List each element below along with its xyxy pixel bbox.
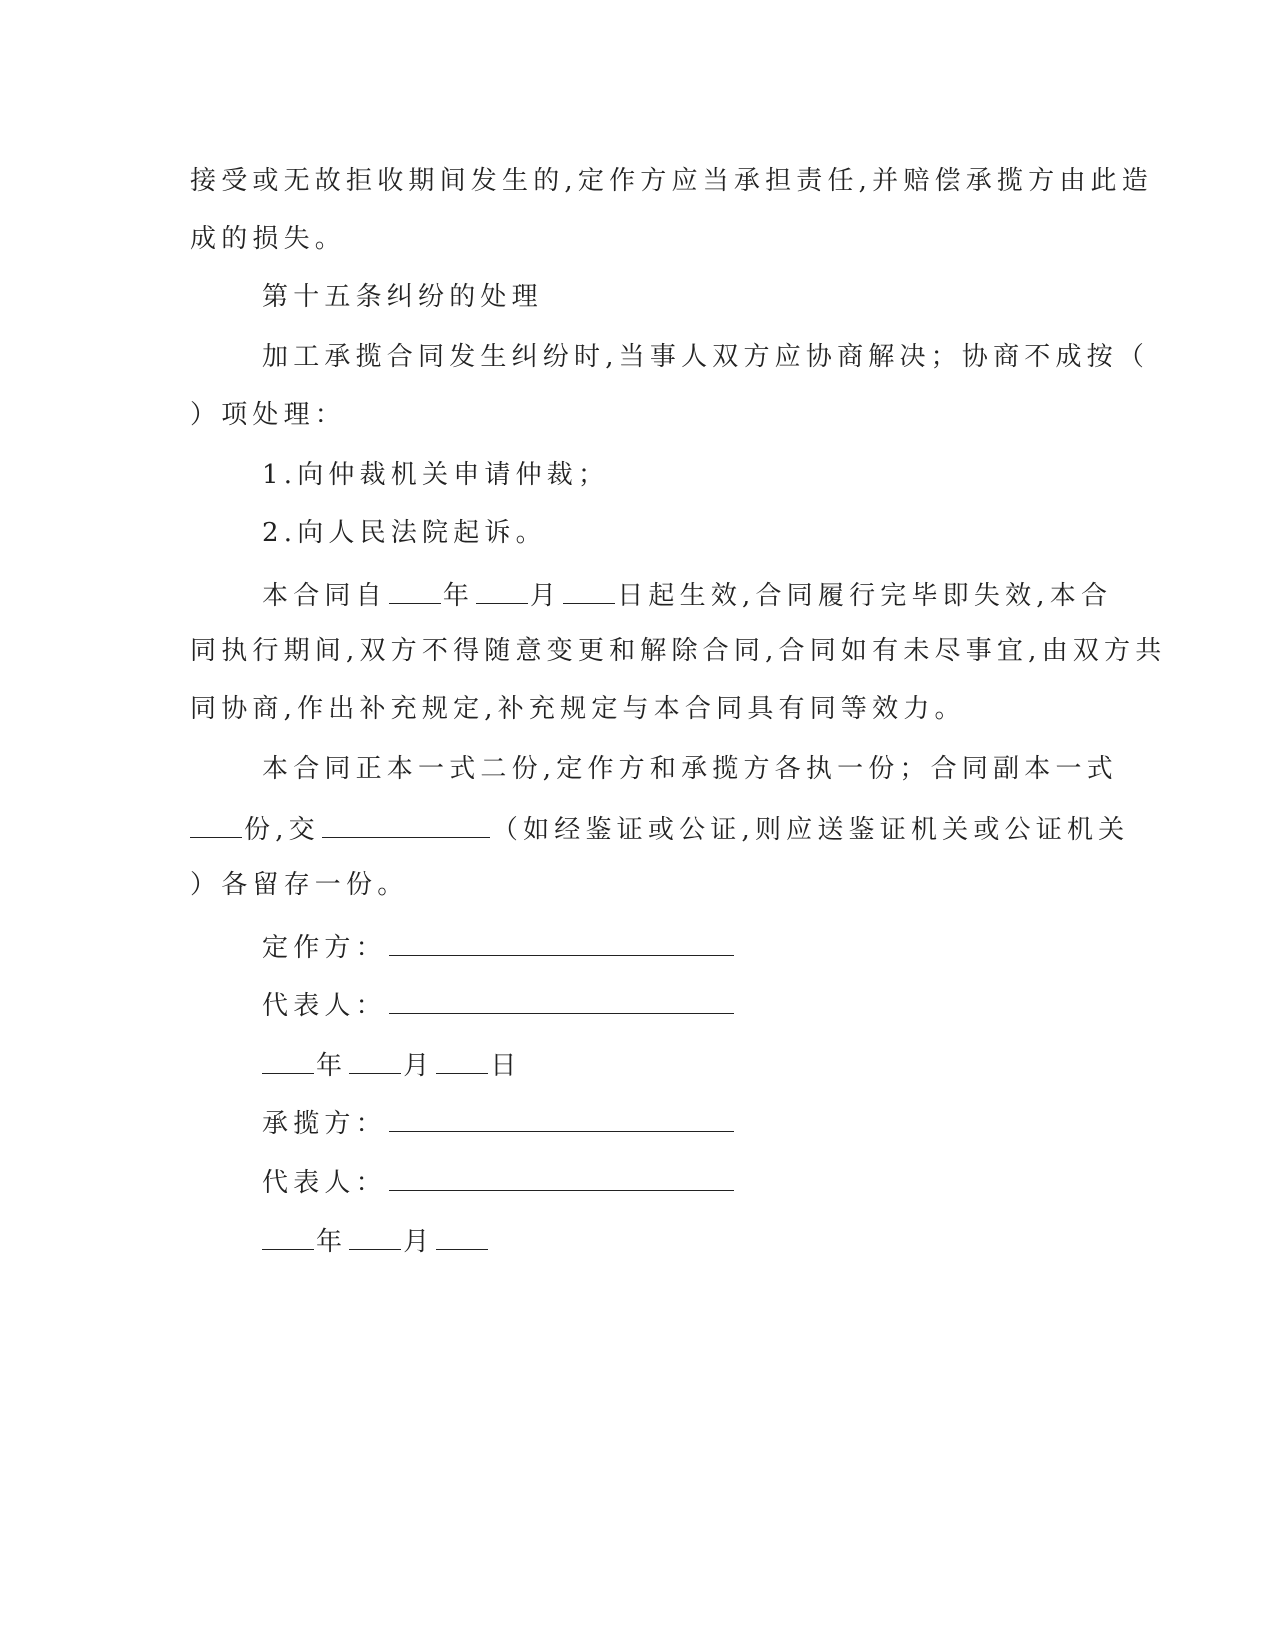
text: 同执行期间,双方不得随意变更和解除合同,合同如有未尽事宜,由双方共 [190,636,1167,666]
text: 日起生效,合同履行完毕即失效,本合 [617,581,1113,611]
text: ）各留存一份。 [190,870,409,900]
text: 月 [530,581,562,611]
fill-blank [476,573,528,604]
party-b-label: 承揽方： [262,1109,387,1139]
fill-blank [262,1219,314,1250]
article-heading [262,277,543,317]
signature-party-b [262,1101,736,1141]
signature-blank [389,925,734,956]
party-a-label: 定作方： [262,933,387,963]
rep-a-label: 代表人： [262,991,387,1021]
paragraph-line [190,631,1166,671]
fill-blank [389,573,441,604]
text: 2.向人民法院起诉。 [262,518,547,548]
text: 年 [316,1051,348,1081]
text: 年 [442,581,475,611]
paragraph-line [190,689,966,729]
text: 接受或无故拒收期间发生的,定作方应当承担责任,并赔偿承揽方由此造 [190,166,1153,196]
text: 成的损失。 [190,224,347,254]
list-item [262,513,547,553]
paragraph-line [190,865,408,905]
paragraph-line [190,395,346,435]
text: ）项处理： [190,400,347,430]
text: 月 [403,1051,435,1081]
text: 加工承揽合同发生纠纷时,当事人双方应协商解决；协商不成按（ [262,342,1150,372]
signature-date-a [262,1043,522,1083]
fill-blank [436,1043,488,1074]
text: （如经鉴证或公证,则应送鉴证机关或公证机关 [491,815,1130,845]
signature-blank [389,1101,734,1132]
fill-blank [436,1219,488,1250]
signature-rep-a [262,983,736,1023]
text: 份,交 [244,815,320,845]
fill-blank [262,1043,314,1074]
text: 同协商,作出补充规定,补充规定与本合同具有同等效力。 [190,694,966,724]
rep-b-label: 代表人： [262,1168,387,1198]
paragraph-line [190,161,1153,201]
text: 月 [403,1227,435,1257]
paragraph-line [262,573,1112,613]
text: 本合同正本一式二份,定作方和承揽方各执一份；合同副本一式 [262,754,1118,784]
paragraph-line [190,807,1129,847]
text: 日 [490,1051,522,1081]
text: 1.向仲裁机关申请仲裁； [262,460,610,490]
text: 第十五条纠纷的处理 [262,282,543,312]
fill-blank [349,1043,401,1074]
text: 本合同自 [262,581,387,611]
signature-rep-b [262,1160,736,1200]
text: 年 [316,1227,348,1257]
list-item [262,455,609,495]
fill-blank [563,573,615,604]
fill-blank [349,1219,401,1250]
paragraph-line [262,337,1149,377]
signature-date-b [262,1219,490,1259]
fill-blank [190,807,242,838]
signature-blank [389,1160,734,1191]
signature-blank [389,983,734,1014]
paragraph-line [190,219,346,259]
signature-party-a [262,925,736,965]
paragraph-line [262,749,1118,789]
fill-blank [322,807,490,838]
